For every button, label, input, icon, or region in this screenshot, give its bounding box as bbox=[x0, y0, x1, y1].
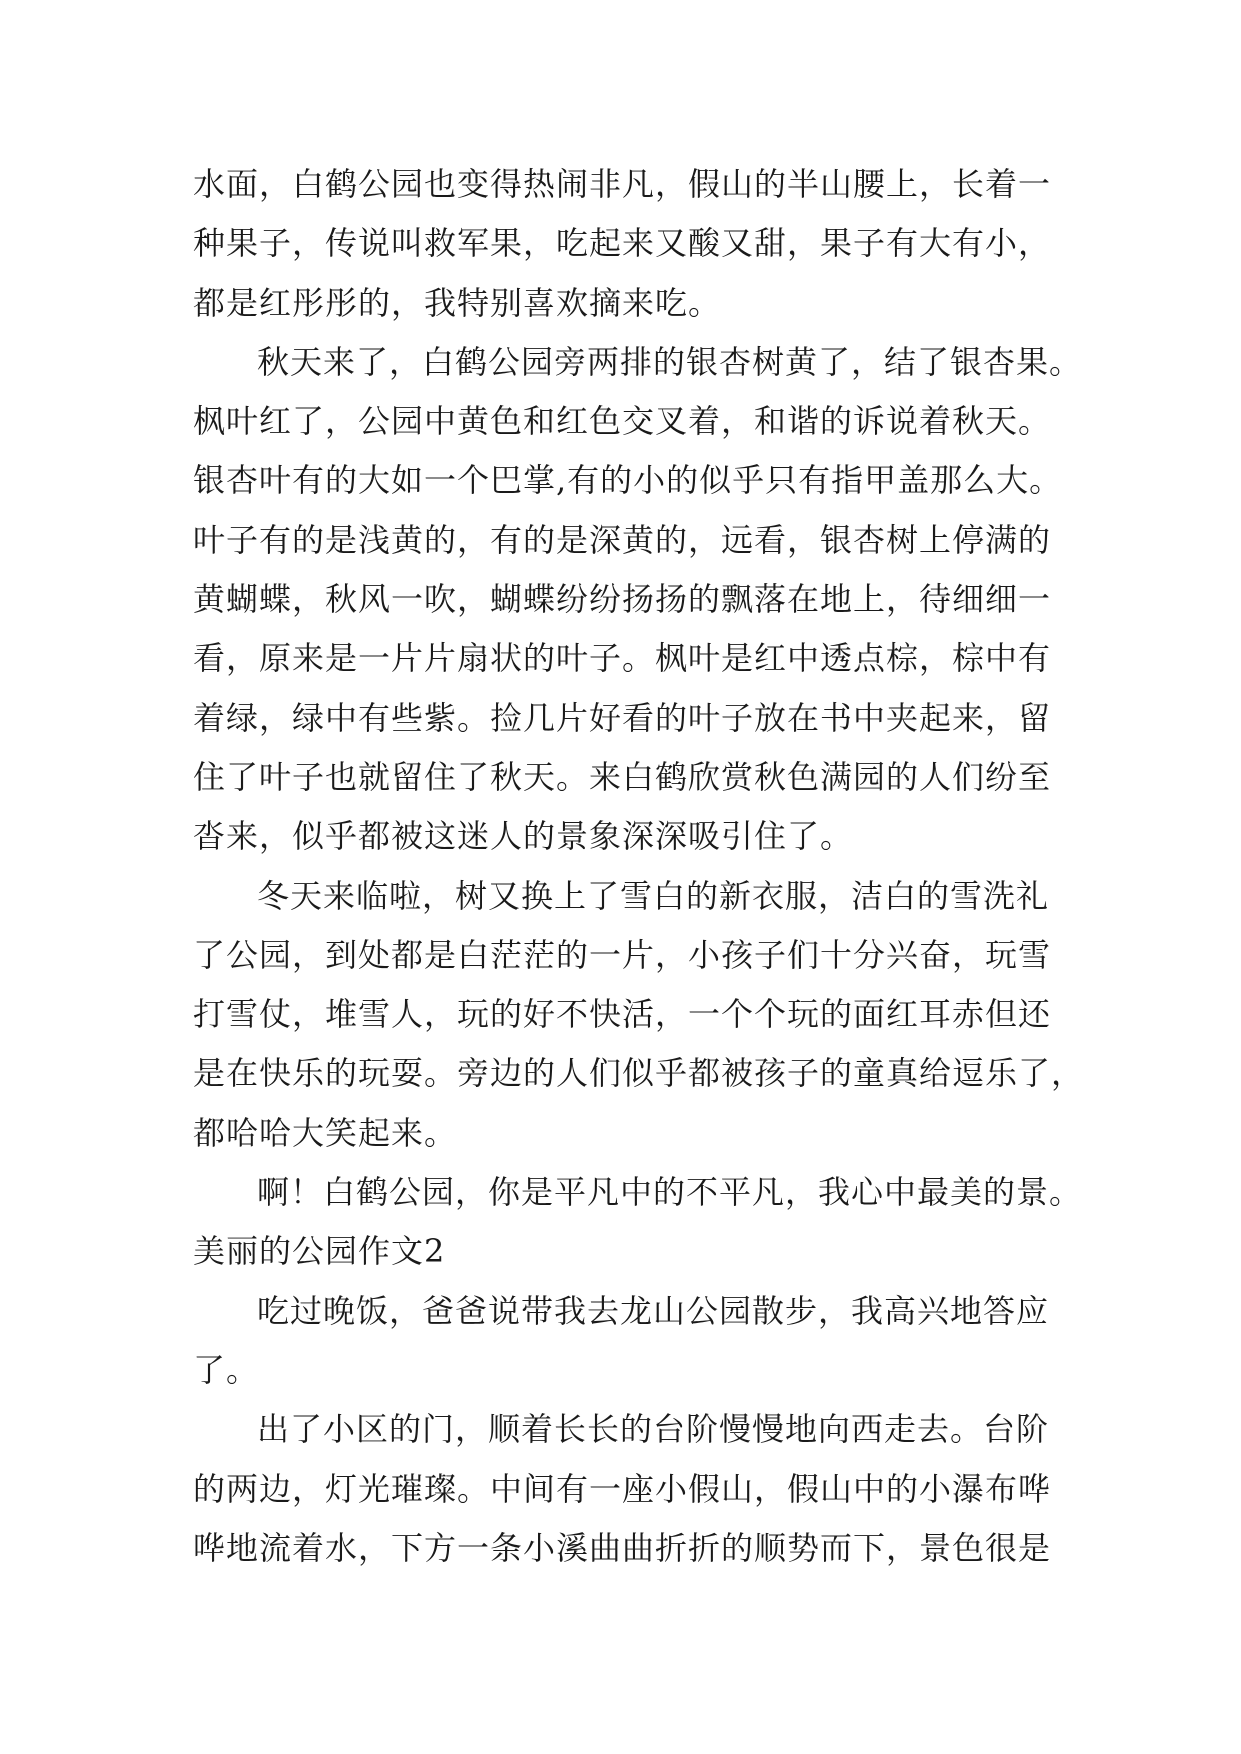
text-line: 都是红彤彤的，我特别喜欢摘来吃。 bbox=[193, 283, 722, 322]
paragraph-start-line: 秋天来了，白鹤公园旁两排的银杏树黄了，结了银杏果。 bbox=[257, 342, 1083, 381]
text-line: 哗地流着水，下方一条小溪曲曲折折的顺势而下，景色很是 bbox=[193, 1528, 1052, 1567]
text-line: 了公园，到处都是白茫茫的一片，小孩子们十分兴奋，玩雪 bbox=[193, 935, 1052, 974]
text-line: 黄蝴蝶，秋风一吹，蝴蝶纷纷扬扬的飘落在地上，待细细一 bbox=[193, 580, 1052, 619]
text-line: 叶子有的是浅黄的，有的是深黄的，远看，银杏树上停满的 bbox=[193, 520, 1052, 559]
text-line: 是在快乐的玩耍。旁边的人们似乎都被孩子的童真给逗乐了， bbox=[193, 1054, 1085, 1093]
text-line: 枫叶红了，公园中黄色和红色交叉着，和谐的诉说着秋天。 bbox=[193, 402, 1052, 441]
text-line: 都哈哈大笑起来。 bbox=[193, 1113, 458, 1152]
text-line: 水面，白鹤公园也变得热闹非凡，假山的半山腰上，长着一 bbox=[193, 165, 1052, 203]
text-line: 看，原来是一片片扇状的叶子。枫叶是红中透点棕，棕中有 bbox=[193, 639, 1052, 678]
text-line: 的两边，灯光璀璨。中间有一座小假山，假山中的小瀑布哗 bbox=[193, 1469, 1052, 1508]
text-line: 打雪仗，堆雪人，玩的好不快活，一个个玩的面红耳赤但还 bbox=[193, 995, 1052, 1034]
text-line: 了。 bbox=[193, 1350, 260, 1389]
text-line: 住了叶子也就留住了秋天。来白鹤欣赏秋色满园的人们纷至 bbox=[193, 757, 1052, 796]
paragraph-start-line: 冬天来临啦，树又换上了雪白的新衣服，洁白的雪洗礼 bbox=[257, 876, 1050, 915]
section-heading: 美丽的公园作文2 bbox=[193, 1232, 446, 1271]
document-body bbox=[193, 155, 1085, 1578]
paragraph-start-line: 吃过晚饭，爸爸说带我去龙山公园散步，我高兴地答应 bbox=[257, 1291, 1050, 1330]
text-line: 种果子，传说叫救军果，吃起来又酸又甜，果子有大有小， bbox=[193, 224, 1052, 263]
text-line: 银杏叶有的大如一个巴掌,有的小的似乎只有指甲盖那么大。 bbox=[193, 461, 1063, 500]
paragraph-start-line: 出了小区的门，顺着长长的台阶慢慢地向西走去。台阶 bbox=[257, 1410, 1050, 1449]
paragraph-start-line: 啊！白鹤公园，你是平凡中的不平凡，我心中最美的景。 bbox=[257, 1173, 1083, 1212]
text-line: 沓来，似乎都被这迷人的景象深深吸引住了。 bbox=[193, 817, 854, 856]
text-line: 着绿，绿中有些紫。捡几片好看的叶子放在书中夹起来，留 bbox=[193, 698, 1052, 737]
